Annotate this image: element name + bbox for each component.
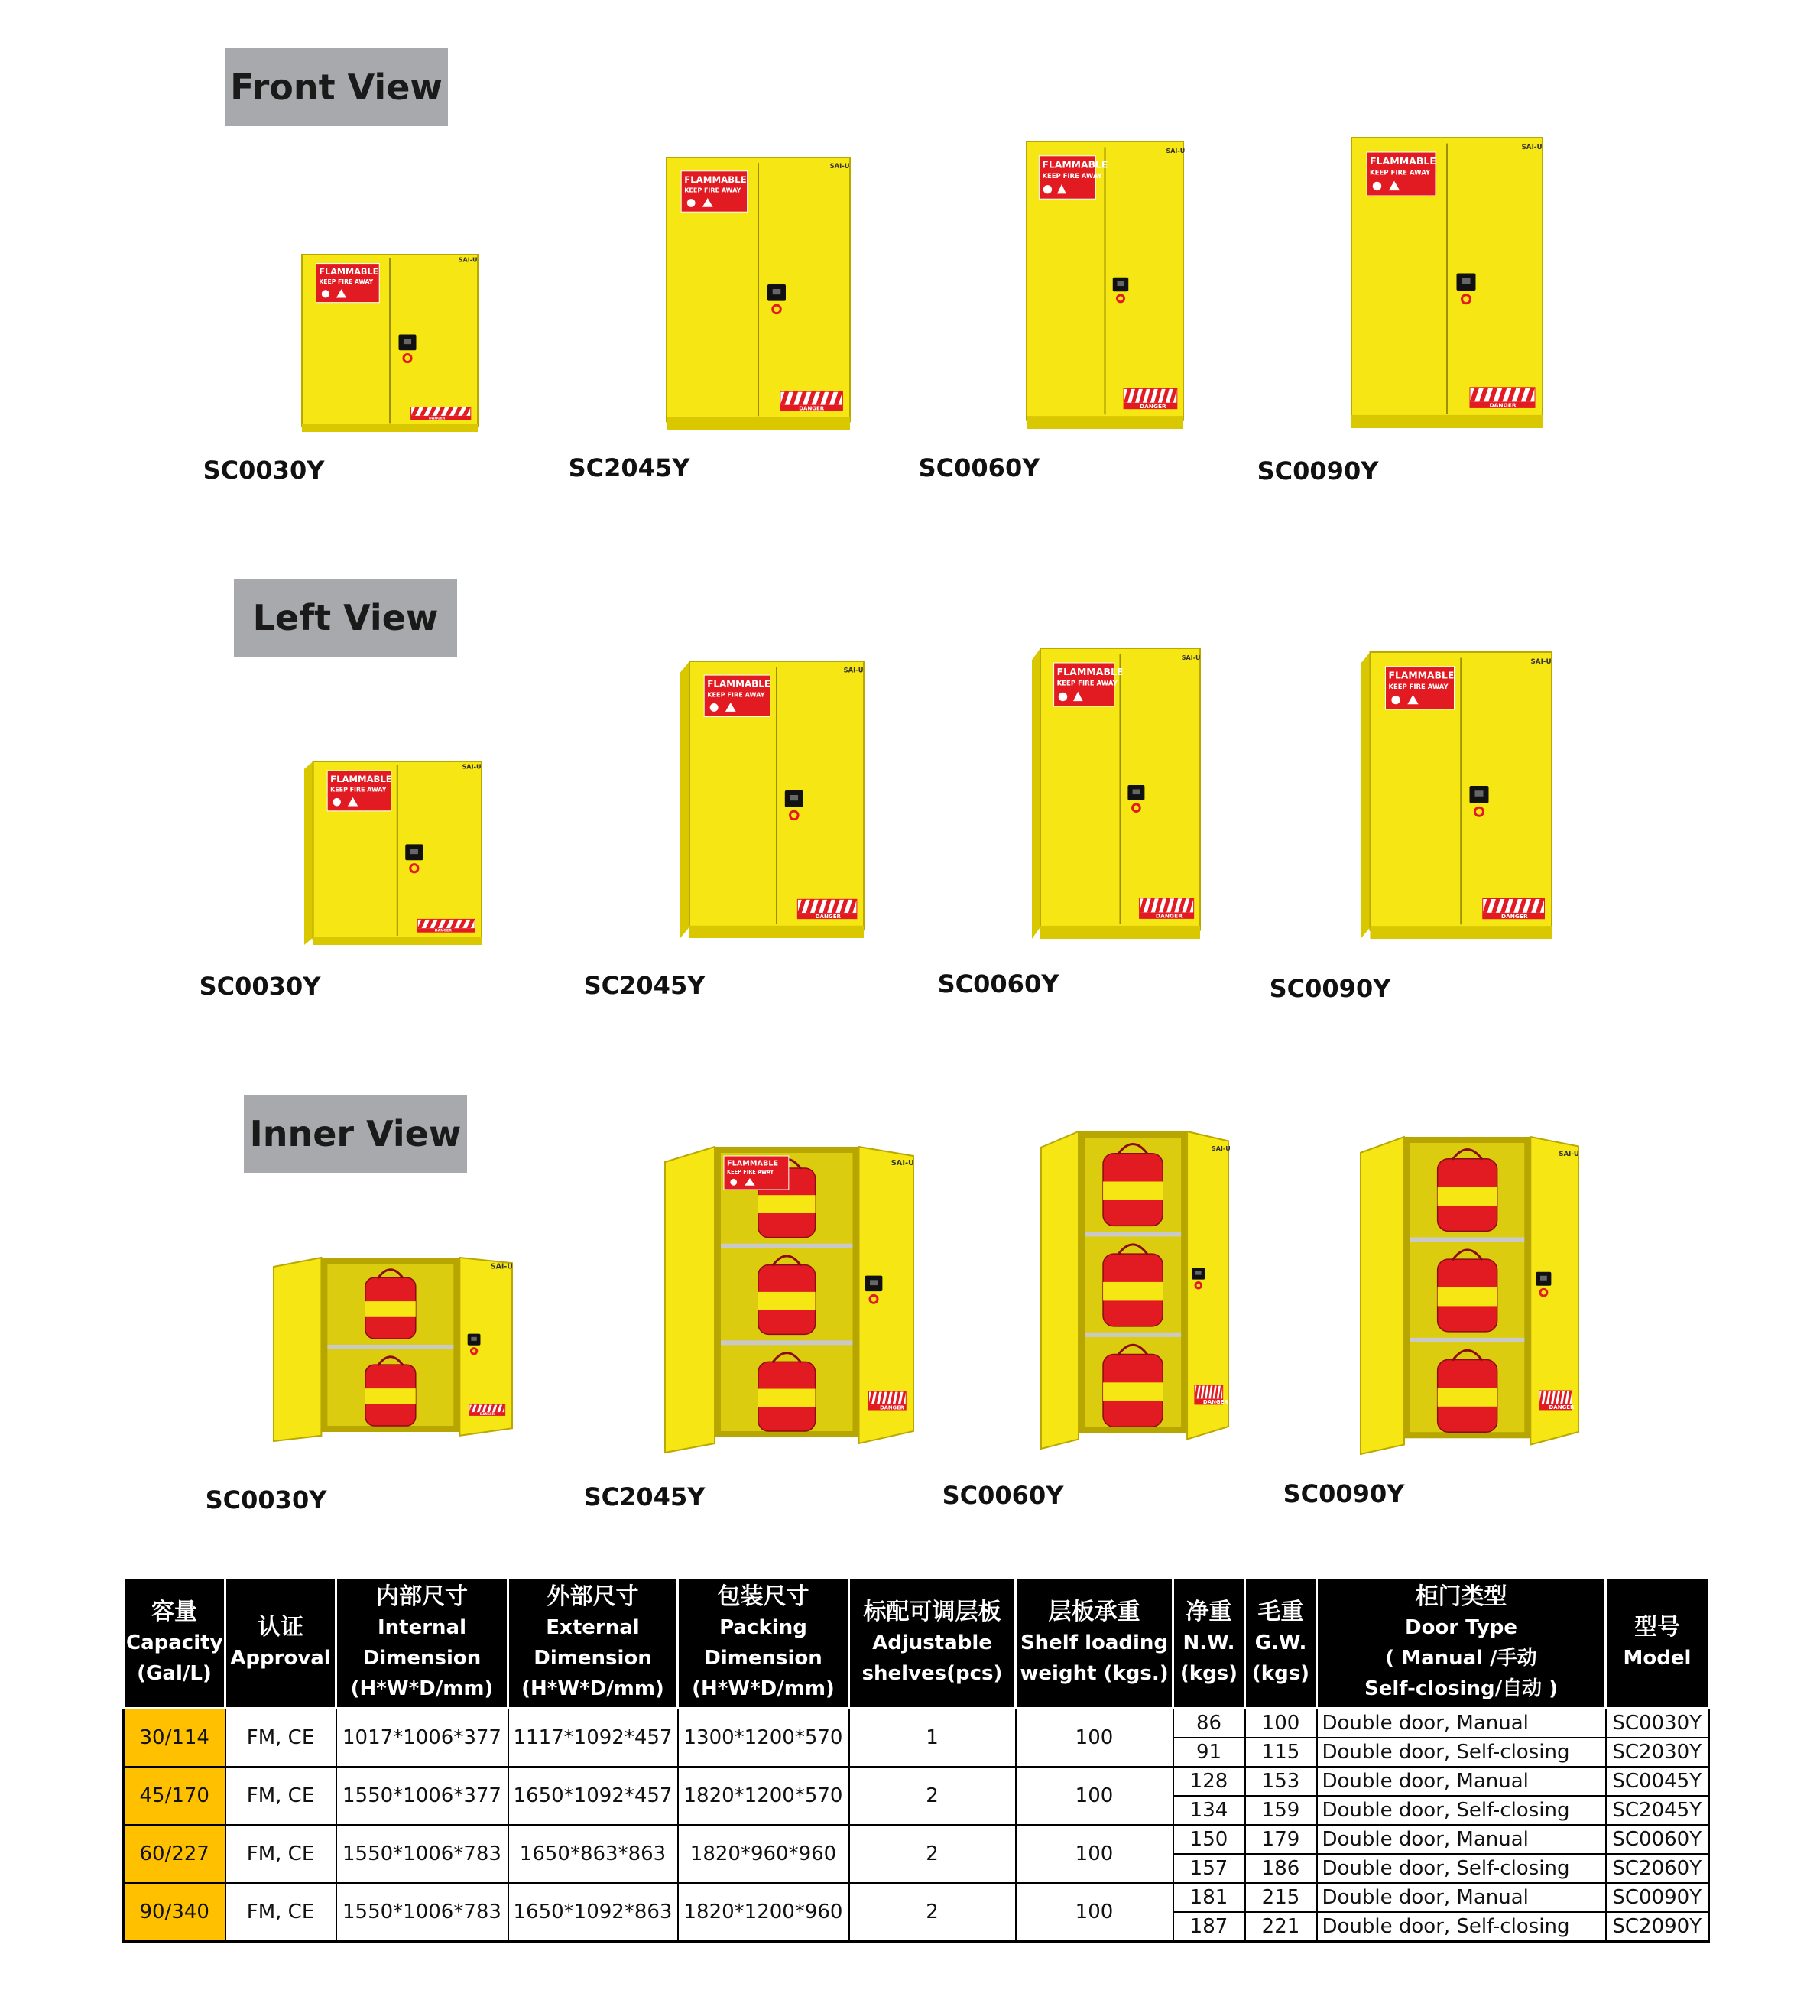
brand-text: SAI-U [1521, 144, 1543, 152]
table-cell: 1017*1006*377 [336, 1709, 508, 1768]
danger-text: DANGER [1500, 912, 1528, 920]
table-cell: Double door, Self-closing [1317, 1796, 1606, 1825]
safety-can-icon [1103, 1345, 1163, 1427]
column-header [1606, 1578, 1709, 1709]
cabinet-image [1041, 1131, 1231, 1449]
model-label: SC2045Y [583, 971, 706, 1000]
header-cn: 外部尺寸 [547, 1583, 639, 1610]
table-cell: Double door, Manual [1317, 1883, 1606, 1912]
flammable-warning-label [704, 675, 770, 716]
table-cell: 115 [1245, 1738, 1317, 1767]
table-cell: Double door, Self-closing [1317, 1912, 1606, 1942]
table-cell: 1550*1006*377 [336, 1767, 508, 1825]
brand-text: SAI-U [843, 666, 864, 674]
flammable-warning-label [1054, 663, 1124, 706]
shelf [1410, 1338, 1524, 1342]
table-cell: 60/227 [124, 1825, 225, 1883]
danger-stripe-label [417, 919, 475, 933]
keep-fire-away-text: KEEP FIRE AWAY [1056, 680, 1118, 688]
table-cell: SC2045Y [1606, 1796, 1709, 1825]
model-label: SC0030Y [203, 456, 325, 485]
brand-text: SAI-U [490, 1262, 513, 1271]
brand-text: SAI-U [1559, 1150, 1579, 1158]
cabinet-side [1361, 652, 1371, 939]
danger-text: DANGER [880, 1404, 904, 1411]
section-title-inner-view: Inner View [244, 1095, 467, 1173]
cabinet-svg [680, 661, 864, 938]
header-en: (kgs) [1251, 1662, 1310, 1685]
column-header [1173, 1578, 1245, 1709]
table-cell: FM, CE [225, 1883, 336, 1942]
table-row [124, 1883, 1709, 1912]
table-cell: Double door, Self-closing [1317, 1854, 1606, 1883]
header-cn: 层板承重 [1048, 1599, 1140, 1625]
table-cell: 1550*1006*783 [336, 1883, 508, 1942]
header-en: (H*W*D/mm) [692, 1677, 835, 1700]
header-cn: 标配可调层板 [863, 1599, 1001, 1625]
cabinet-svg [1041, 1131, 1231, 1449]
column-header [225, 1578, 336, 1709]
shelf [1410, 1237, 1524, 1242]
danger-stripe-label [780, 391, 843, 411]
header-cn: 认证 [258, 1614, 303, 1641]
table-cell: 2 [849, 1825, 1016, 1883]
flammable-text: FLAMMABLE [330, 773, 392, 784]
cabinet-image [302, 255, 478, 432]
flammable-text: FLAMMABLE [319, 266, 379, 277]
danger-stripe-label [869, 1391, 907, 1411]
shelf [721, 1244, 853, 1248]
cabinet-svg [1361, 652, 1552, 939]
table-row [124, 1767, 1709, 1796]
flammable-warning-label [316, 264, 379, 303]
cabinet-svg [1351, 138, 1543, 428]
shelf [1085, 1333, 1181, 1337]
keep-fire-away-text: KEEP FIRE AWAY [330, 786, 387, 794]
header-cn: 容量 [151, 1599, 197, 1625]
header-en: External [546, 1616, 640, 1639]
danger-stripe-label [797, 899, 857, 920]
danger-stripe-label [1539, 1391, 1575, 1411]
header-en: Shelf loading [1020, 1631, 1169, 1654]
keep-fire-away-text: KEEP FIRE AWAY [1370, 169, 1431, 177]
danger-stripe-label [1124, 388, 1177, 410]
spec-table [122, 1576, 1710, 1943]
cabinet-image [1032, 648, 1200, 939]
safety-can-icon [1103, 1144, 1163, 1226]
cabinet-image [1361, 652, 1552, 939]
header-cn: 型号 [1634, 1614, 1680, 1641]
table-cell: FM, CE [225, 1767, 336, 1825]
cabinet-svg [274, 1258, 512, 1441]
header-en: (H*W*D/mm) [350, 1677, 494, 1700]
table-cell: 1 [849, 1709, 1016, 1768]
table-cell: 181 [1173, 1883, 1245, 1912]
danger-text: DANGER [799, 405, 825, 412]
flammable-text: FLAMMABLE [1056, 665, 1124, 677]
header-en: Dimension [534, 1647, 652, 1670]
model-label: SC0030Y [199, 972, 321, 1001]
flammable-text: FLAMMABLE [1370, 154, 1436, 167]
table-header-row [124, 1578, 1709, 1709]
table-cell: 157 [1173, 1854, 1245, 1883]
cabinet-image [667, 157, 850, 430]
table-cell: 221 [1245, 1912, 1317, 1942]
table-cell: 1117*1092*457 [508, 1709, 678, 1768]
column-header [124, 1578, 225, 1709]
table-cell: 1550*1006*783 [336, 1825, 508, 1883]
table-cell: 134 [1173, 1796, 1245, 1825]
model-label: SC0060Y [918, 453, 1040, 482]
danger-text: DANGER [434, 929, 452, 933]
cabinet-side [680, 661, 689, 938]
flammable-text: FLAMMABLE [684, 174, 747, 185]
header-en: Door Type [1404, 1616, 1518, 1639]
header-en: Packing [719, 1616, 807, 1639]
table-cell: 128 [1173, 1767, 1245, 1796]
cabinet-svg [665, 1147, 913, 1453]
table-cell: 153 [1245, 1767, 1317, 1796]
header-en: (Gal/L) [137, 1662, 212, 1685]
shelf [1085, 1232, 1181, 1236]
header-en: shelves(pcs) [861, 1662, 1003, 1685]
table-cell: SC0030Y [1606, 1709, 1709, 1738]
keep-fire-away-text: KEEP FIRE AWAY [1042, 172, 1102, 180]
table-cell: 90/340 [124, 1883, 225, 1942]
danger-text: DANGER [815, 912, 841, 920]
flammable-text: FLAMMABLE [727, 1159, 779, 1168]
cabinet-svg [1032, 648, 1200, 939]
table-cell: SC0045Y [1606, 1767, 1709, 1796]
table-cell: 100 [1016, 1767, 1173, 1825]
cabinet-image [680, 661, 864, 938]
brand-text: SAI-U [458, 256, 478, 264]
danger-text: DANGER [1549, 1404, 1575, 1411]
header-en: weight (kgs.) [1020, 1662, 1169, 1685]
keep-fire-away-text: KEEP FIRE AWAY [1388, 683, 1449, 690]
brand-text: SAI-U [829, 162, 850, 170]
flammable-warning-label [724, 1156, 789, 1190]
table-row [124, 1709, 1709, 1738]
table-cell: FM, CE [225, 1825, 336, 1883]
cabinet-image [274, 1258, 512, 1441]
table-cell: 187 [1173, 1912, 1245, 1942]
column-header [508, 1578, 678, 1709]
safety-can-icon [365, 1270, 416, 1339]
table-cell: 1650*1092*457 [508, 1767, 678, 1825]
danger-text: DANGER [1140, 402, 1166, 410]
model-label: SC0090Y [1269, 974, 1391, 1003]
shelf [327, 1345, 453, 1349]
table-cell: SC2090Y [1606, 1912, 1709, 1942]
model-label: SC0060Y [937, 969, 1059, 998]
flammable-text: FLAMMABLE [1388, 670, 1455, 681]
section-title-front-view: Front View [225, 48, 448, 126]
cabinet-image [304, 761, 482, 945]
flammable-warning-label [327, 771, 392, 811]
cabinet-image [1351, 138, 1543, 428]
header-en: N.W. [1183, 1631, 1235, 1654]
model-label: SC2045Y [583, 1482, 706, 1511]
table-cell: 1650*1092*863 [508, 1883, 678, 1942]
danger-text: DANGER [479, 1411, 495, 1416]
column-header [678, 1578, 849, 1709]
column-header [1016, 1578, 1173, 1709]
table-row [124, 1825, 1709, 1854]
header-en: (H*W*D/mm) [521, 1677, 664, 1700]
header-cn: 柜门类型 [1415, 1583, 1507, 1610]
header-en: ( Manual /手动 [1385, 1647, 1537, 1670]
danger-stripe-label [1470, 388, 1535, 409]
danger-text: DANGER [1489, 401, 1517, 409]
header-cn: 毛重 [1257, 1599, 1304, 1625]
table-cell: SC2030Y [1606, 1738, 1709, 1767]
column-header [849, 1578, 1016, 1709]
cabinet-svg [1027, 141, 1186, 429]
table-cell: 1820*1200*960 [678, 1883, 849, 1942]
cabinet-image [1027, 141, 1186, 429]
cabinet-side [304, 761, 313, 945]
brand-text: SAI-U [1530, 658, 1552, 666]
flammable-warning-label [1386, 667, 1455, 709]
table-cell: SC0090Y [1606, 1883, 1709, 1912]
brand-text: SAI-U [1181, 654, 1201, 662]
keep-fire-away-text: KEEP FIRE AWAY [684, 187, 741, 194]
safety-can-icon [758, 1256, 816, 1334]
safety-can-icon [365, 1357, 416, 1426]
header-en: Dimension [704, 1647, 822, 1670]
brand-text: SAI-U [462, 762, 482, 771]
flammable-text: FLAMMABLE [1042, 158, 1108, 170]
table-cell: 150 [1173, 1825, 1245, 1854]
table-cell: FM, CE [225, 1709, 336, 1768]
table-cell: Double door, Manual [1317, 1825, 1606, 1854]
safety-can-icon [1438, 1149, 1497, 1231]
safety-can-icon [758, 1353, 816, 1431]
table-cell: 30/114 [124, 1709, 225, 1768]
brand-text: SAI-U [1166, 148, 1186, 155]
left-door [665, 1147, 715, 1453]
keep-fire-away-text: KEEP FIRE AWAY [707, 690, 765, 699]
flammable-text: FLAMMABLE [707, 678, 771, 690]
table-cell: Double door, Manual [1317, 1709, 1606, 1738]
column-header [336, 1578, 508, 1709]
left-door [274, 1258, 321, 1441]
flammable-warning-label [1367, 152, 1436, 196]
header-en: (kgs) [1179, 1662, 1238, 1685]
table-cell: 100 [1245, 1709, 1317, 1738]
safety-can-icon [1438, 1250, 1497, 1332]
column-header [1245, 1578, 1317, 1709]
cabinet-side [1032, 648, 1040, 939]
danger-stripe-label [1140, 898, 1194, 920]
table-cell: 2 [849, 1883, 1016, 1942]
left-door [1361, 1137, 1404, 1454]
flammable-warning-label [681, 171, 747, 212]
keep-fire-away-text: KEEP FIRE AWAY [727, 1168, 774, 1175]
danger-text: DANGER [429, 417, 446, 421]
table-cell: 1820*1200*570 [678, 1767, 849, 1825]
table-cell: 86 [1173, 1709, 1245, 1738]
table-cell: 2 [849, 1767, 1016, 1825]
table-cell: 1820*960*960 [678, 1825, 849, 1883]
header-en: Adjustable [872, 1631, 992, 1654]
left-door [1041, 1131, 1079, 1449]
model-label: SC0090Y [1283, 1479, 1405, 1508]
header-en: Model [1623, 1647, 1692, 1670]
header-en: Self-closing/自动 ) [1364, 1677, 1559, 1700]
cabinet-image [1361, 1137, 1578, 1454]
table-cell: 100 [1016, 1825, 1173, 1883]
table-cell: 91 [1173, 1738, 1245, 1767]
model-label: SC0090Y [1257, 456, 1379, 485]
header-cn: 内部尺寸 [376, 1583, 468, 1610]
header-en: Dimension [362, 1647, 482, 1670]
safety-can-icon [1103, 1245, 1163, 1326]
table-cell: 1650*863*863 [508, 1825, 678, 1883]
keep-fire-away-text: KEEP FIRE AWAY [319, 278, 374, 286]
table-cell: 100 [1016, 1883, 1173, 1942]
table-cell: 100 [1016, 1709, 1173, 1768]
danger-text: DANGER [1202, 1399, 1228, 1406]
table-cell: SC2060Y [1606, 1854, 1709, 1883]
header-en: Approval [230, 1647, 331, 1670]
model-label: SC0060Y [942, 1481, 1064, 1510]
brand-text: SAI-U [891, 1159, 914, 1167]
model-label: SC2045Y [568, 453, 690, 482]
table-cell: Double door, Manual [1317, 1767, 1606, 1796]
danger-stripe-label [411, 407, 471, 421]
table-cell: Double door, Self-closing [1317, 1738, 1606, 1767]
table-cell: 215 [1245, 1883, 1317, 1912]
danger-stripe-label [469, 1404, 505, 1416]
header-en: Capacity [126, 1631, 223, 1654]
cabinet-svg [304, 761, 482, 945]
shelf [721, 1340, 853, 1345]
table-cell: 159 [1245, 1796, 1317, 1825]
column-header [1317, 1578, 1606, 1709]
cabinet-svg [302, 255, 478, 432]
cabinet-svg [1361, 1137, 1578, 1454]
table-cell: 45/170 [124, 1767, 225, 1825]
brand-text: SAI-U [1211, 1144, 1231, 1152]
cabinet-image [665, 1147, 913, 1453]
model-label: SC0030Y [205, 1485, 327, 1514]
cabinet-svg [667, 157, 850, 430]
safety-can-icon [1438, 1350, 1497, 1432]
header-en: Internal [377, 1616, 467, 1639]
table-cell: 179 [1245, 1825, 1317, 1854]
table-cell: 1300*1200*570 [678, 1709, 849, 1768]
table-cell: SC0060Y [1606, 1825, 1709, 1854]
table-cell: 186 [1245, 1854, 1317, 1883]
header-cn: 净重 [1186, 1599, 1232, 1625]
header-en: G.W. [1254, 1631, 1307, 1654]
danger-stripe-label [1483, 899, 1545, 920]
danger-text: DANGER [1155, 912, 1183, 920]
section-title-left-view: Left View [234, 579, 457, 657]
header-cn: 包装尺寸 [717, 1583, 809, 1610]
